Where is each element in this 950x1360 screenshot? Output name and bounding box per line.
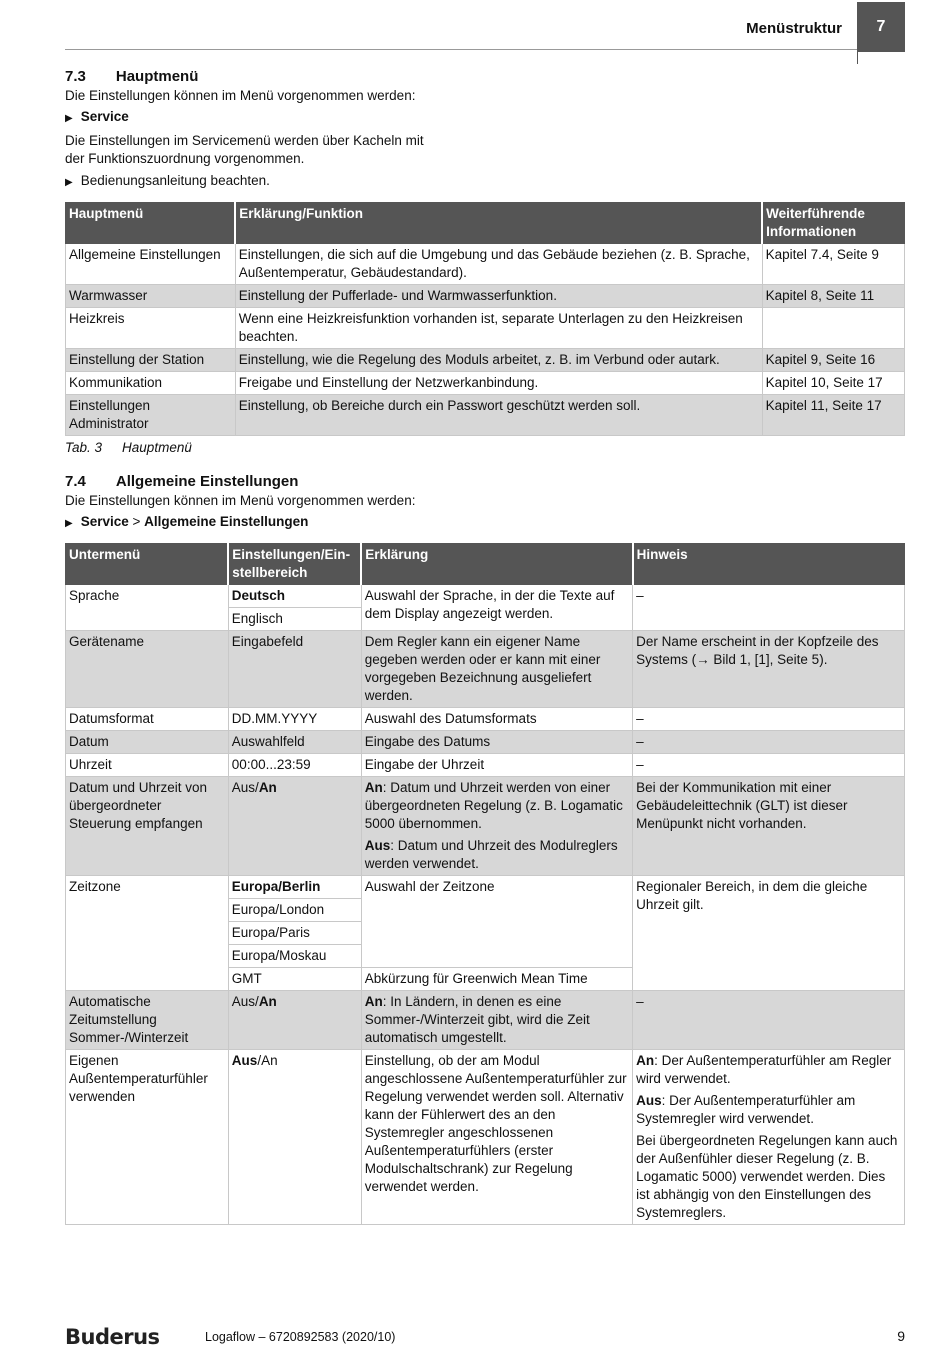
- step-text: [81, 513, 309, 531]
- option-label: An: [364, 780, 383, 795]
- option-description: : Datum und Uhrzeit werden von einer übergeordneten Regelung (z. B. Logamatic 5000 übernommen.: [364, 780, 623, 831]
- step-text: Service: [80, 109, 129, 124]
- triangle-bullet-icon: ▶: [65, 177, 73, 188]
- table-cell: [633, 1050, 904, 1225]
- option-text: Aus/: [231, 780, 259, 795]
- general-settings-table: [65, 543, 905, 1225]
- table-cell: 00:00...23:59: [228, 754, 361, 777]
- table-row: [66, 349, 905, 372]
- table-cell: Kapitel 8, Seite 11: [762, 285, 904, 308]
- section-intro: Die Einstellungen können im Menü vorgenommen werden:: [65, 88, 416, 103]
- table-cell: –: [633, 731, 904, 754]
- running-header-title: Menüstruktur: [746, 20, 842, 37]
- cell-paragraph: [365, 837, 629, 873]
- chapter-number-box: 7: [857, 2, 905, 52]
- table-cell: Eingabefeld: [228, 631, 361, 708]
- table-cell: Wenn eine Heizkreisfunktion vorhanden ist, separate Unterlagen zu den Heizkreisen beachten.: [235, 308, 762, 349]
- table-cell: Einstellung, ob der am Modul angeschlossene Außentemperaturfühler zur Regelung verwendet werden soll. Alternativ kann der Fühlerwert des an den Systemregler angeschlossenen Außentemperaturfühlers (erster Modulschaltschrank) zur Regelung verwendet werden.: [361, 1050, 632, 1225]
- table-row: [66, 777, 905, 876]
- column-header: Untermenü: [66, 544, 229, 585]
- triangle-bullet-icon: ▶: [65, 113, 73, 124]
- section-title: Allgemeine Einstellungen: [115, 473, 299, 490]
- table-cell: [228, 777, 361, 876]
- table-cell: –: [633, 754, 904, 777]
- default-option-text: Aus: [231, 1053, 258, 1068]
- table-cell: Kapitel 7.4, Seite 9: [762, 244, 904, 285]
- table-row: [66, 585, 905, 608]
- table-cell: Heizkreis: [66, 308, 236, 349]
- footer-document-info: Logaflow – 6720892583 (2020/10): [205, 1330, 396, 1344]
- option-description: : Der Außentemperaturfühler am Regler wird verwendet.: [636, 1053, 892, 1086]
- section-intro: Die Einstellungen können im Menü vorgenommen werden:: [65, 493, 416, 508]
- table-header-row: [66, 203, 905, 244]
- table-cell: GMT: [228, 968, 361, 991]
- table-cell: Kapitel 10, Seite 17: [762, 372, 904, 395]
- table-cell: Auswahl der Zeitzone: [361, 876, 632, 968]
- table-cell: Kapitel 9, Seite 16: [762, 349, 904, 372]
- option-label: An: [636, 1053, 655, 1068]
- header-rule: [65, 49, 857, 50]
- table-cell: Europa/Berlin: [228, 876, 361, 899]
- table-cell: Warmwasser: [66, 285, 236, 308]
- main-menu-table: [65, 202, 905, 436]
- section-heading-7-4: [65, 473, 905, 490]
- triangle-bullet-icon: ▶: [65, 518, 73, 529]
- table-cell: –: [633, 991, 904, 1050]
- chapter-tick-line: [857, 50, 858, 64]
- menu-path-part: Service: [80, 514, 129, 529]
- table-cell: Auswahlfeld: [228, 731, 361, 754]
- table-cell: Einstellungen, die sich auf die Umgebung und das Gebäude beziehen (z. B. Sprache, Außentemperatur, Gebäudestandard).: [235, 244, 762, 285]
- table-cell: Englisch: [228, 608, 361, 631]
- table-cell: Europa/Paris: [228, 922, 361, 945]
- table-cell: Einstellung, ob Bereiche durch ein Passwort geschützt werden soll.: [235, 395, 762, 436]
- table-cell: Freigabe und Einstellung der Netzwerkanbindung.: [235, 372, 762, 395]
- table-cell: Zeitzone: [66, 876, 229, 991]
- section-number: 7.3: [65, 68, 86, 85]
- table-cell: Sprache: [66, 585, 229, 631]
- table-cell: Europa/London: [228, 899, 361, 922]
- table-cell: Der Name erscheint in der Kopfzeile des Systems (→ Bild 1, [1], Seite 5).: [633, 631, 904, 708]
- table-cell: Einstellung, wie die Regelung des Moduls arbeitet, z. B. im Verbund oder autark.: [235, 349, 762, 372]
- table-cell: [361, 777, 632, 876]
- table-row: [66, 244, 905, 285]
- option-text: Aus/: [231, 994, 259, 1009]
- table-cell: Eigenen Außentemperaturfühler verwenden: [66, 1050, 229, 1225]
- table-cell: [228, 991, 361, 1050]
- table-cell: –: [633, 708, 904, 731]
- table-cell: [228, 1050, 361, 1225]
- option-description: : Datum und Uhrzeit des Modulreglers werden verwendet.: [364, 838, 618, 871]
- cell-paragraph: [636, 1052, 900, 1088]
- table-header-row: [66, 544, 905, 585]
- section-number: 7.4: [65, 473, 86, 490]
- table-cell: Datum und Uhrzeit von übergeordneter Steuerung empfangen: [66, 777, 229, 876]
- table-cell: –: [633, 585, 904, 631]
- column-header: Weiterführende Informationen: [762, 203, 904, 244]
- table-row: [66, 631, 905, 708]
- table-cell: Automatische Zeitumstellung Sommer-/Winterzeit: [66, 991, 229, 1050]
- table-cell: DD.MM.YYYY: [228, 708, 361, 731]
- option-description: : In Ländern, in denen es eine Sommer-/Winterzeit gibt, wird die Zeit automatisch umgestellt.: [364, 994, 590, 1045]
- caption-number: Tab. 3: [65, 440, 103, 455]
- table-row: [66, 876, 905, 899]
- table-row: [66, 395, 905, 436]
- table-cell: Allgemeine Einstellungen: [66, 244, 236, 285]
- column-header: Hauptmenü: [66, 203, 236, 244]
- column-header: Erklärung/Funktion: [235, 203, 762, 244]
- table-cell: Einstellungen Administrator: [66, 395, 236, 436]
- table-cell: Datum: [66, 731, 229, 754]
- table-row: [66, 731, 905, 754]
- option-text: /An: [257, 1053, 278, 1068]
- table-row: [66, 708, 905, 731]
- column-header: Erklärung: [361, 544, 632, 585]
- cell-paragraph: Bei übergeordneten Regelungen kann auch der Außenfühler dieser Regelung (z. B. Logamatic 5000) verwendet werden. Dies ist abhängig von den Einstellungen des Systemreglers.: [636, 1133, 898, 1220]
- table-row: [66, 285, 905, 308]
- column-header: Hinweis: [633, 544, 904, 585]
- table-cell: Gerätename: [66, 631, 229, 708]
- table-row: [66, 1050, 905, 1225]
- column-header: Einstellungen/Einstellbereich: [228, 544, 361, 585]
- section-heading-7-3: [65, 68, 905, 85]
- cell-paragraph: [365, 779, 629, 833]
- table-cell: Dem Regler kann ein eigener Name gegeben werden oder er kann mit einer vorgegeben Bezeichnung ausgeliefert werden.: [361, 631, 632, 708]
- table-cell: Auswahl des Datumsformats: [361, 708, 632, 731]
- brand-logo: Buderus: [65, 1325, 160, 1349]
- table-caption: [65, 440, 905, 455]
- table-cell: Eingabe der Uhrzeit: [361, 754, 632, 777]
- section-title: Hauptmenü: [115, 68, 199, 85]
- default-option-text: An: [258, 994, 277, 1009]
- table-cell: Europa/Moskau: [228, 945, 361, 968]
- table-cell: Bei der Kommunikation mit einer Gebäudeleittechnik (GLT) ist dieser Menüpunkt nicht vorhanden.: [633, 777, 904, 876]
- table-cell: Auswahl der Sprache, in der die Texte auf dem Display angezeigt werden.: [361, 585, 632, 631]
- instruction-step: [65, 108, 905, 128]
- option-description: : Der Außentemperaturfühler am Systemregler wird verwendet.: [636, 1093, 856, 1126]
- menu-path-part: Allgemeine Einstellungen: [144, 514, 309, 529]
- menu-path-separator: >: [128, 514, 145, 529]
- step-text: Bedienungsanleitung beachten.: [80, 173, 270, 188]
- table-cell: Einstellung der Station: [66, 349, 236, 372]
- cell-paragraph: [636, 1092, 900, 1128]
- table-cell: Kommunikation: [66, 372, 236, 395]
- option-label: Aus: [364, 838, 391, 853]
- table-cell: Einstellung der Pufferlade- und Warmwasserfunktion.: [235, 285, 762, 308]
- option-label: An: [364, 994, 383, 1009]
- table-cell: Regionaler Bereich, in dem die gleiche Uhrzeit gilt.: [633, 876, 904, 991]
- table-cell: Abkürzung für Greenwich Mean Time: [361, 968, 632, 991]
- table-row: [66, 308, 905, 349]
- instruction-step: [65, 513, 905, 533]
- table-cell: Eingabe des Datums: [361, 731, 632, 754]
- table-row: [66, 754, 905, 777]
- table-cell: Deutsch: [228, 585, 361, 608]
- table-cell: [361, 991, 632, 1050]
- caption-text: Hauptmenü: [122, 440, 192, 455]
- option-label: Aus: [636, 1093, 662, 1108]
- page-content: [65, 68, 905, 1225]
- table-cell: Datumsformat: [66, 708, 229, 731]
- table-cell: Kapitel 11, Seite 17: [762, 395, 904, 436]
- instruction-step: [65, 172, 905, 192]
- section-paragraph: Die Einstellungen im Servicemenü werden über Kacheln mit der Funktionszuordnung vorgenommen.: [65, 133, 424, 166]
- table-row: [66, 372, 905, 395]
- table-cell: Uhrzeit: [66, 754, 229, 777]
- page-number: 9: [897, 1328, 905, 1344]
- table-row: [66, 991, 905, 1050]
- table-cell: [762, 308, 904, 349]
- default-option-text: An: [258, 780, 277, 795]
